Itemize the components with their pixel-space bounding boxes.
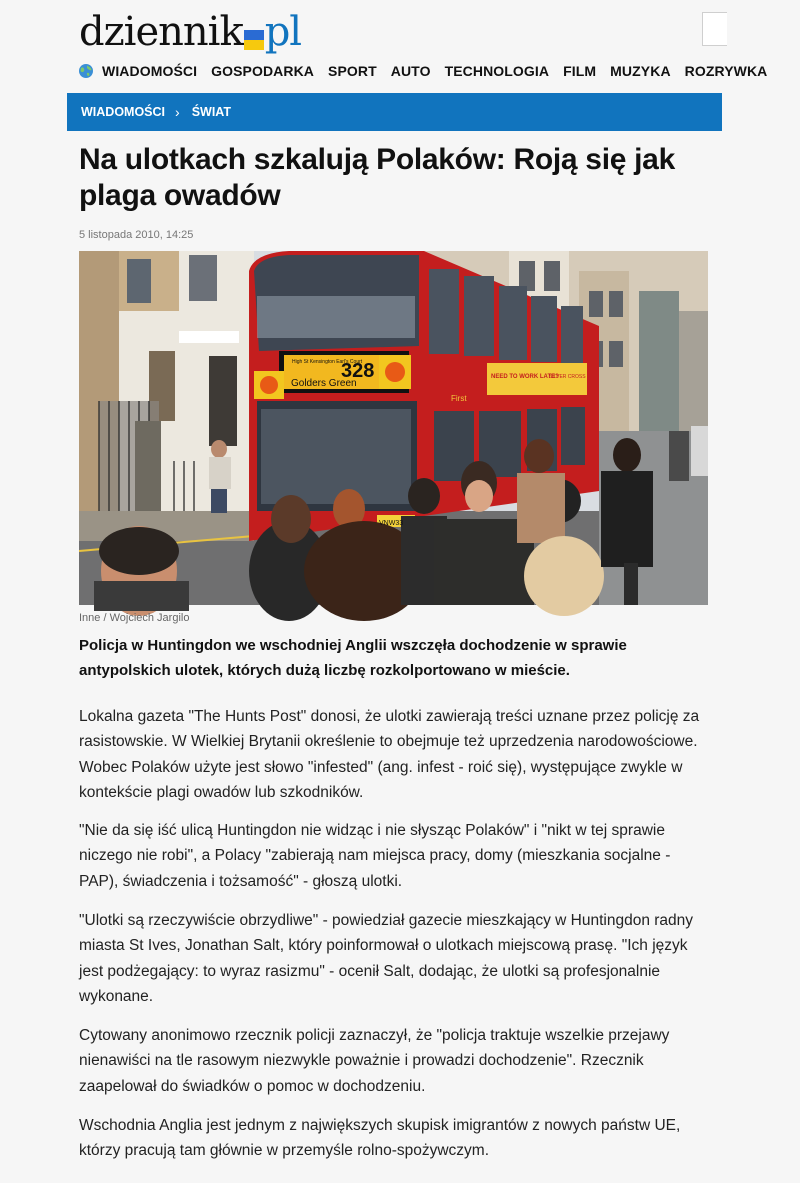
logo-name: dziennik — [79, 9, 243, 55]
site-logo[interactable] — [79, 2, 302, 55]
nav-item-technologia[interactable]: TECHNOLOGIA — [444, 63, 550, 79]
article-paragraph: "Nie da się iść ulicą Huntingdon nie widząc i nie słysząc Polaków" i "nikt w tej sprawie niczego nie robi", a Polacy "zabierają nam miejsca pracy, domy (mieszkania socjalne - PAP), świadczenia i tożsamość" - głoszą ulotki. — [79, 822, 671, 890]
chevron-right-icon: › — [175, 104, 180, 120]
nav-item-gospodarka[interactable]: GOSPODARKA — [211, 63, 315, 79]
nav-item-film[interactable]: FILM — [563, 63, 597, 79]
bus-side-ad-brand: SILVER CROSS — [549, 374, 586, 380]
article-date: 5 listopada 2010, 14:25 — [79, 229, 194, 241]
article-paragraph: Wschodnia Anglia jest jednym z największych skupisk imigrantów z nowych państw UE, którzy pracują tam głównie w przemyśle rolno-spożywczym. — [79, 1117, 681, 1160]
globe-icon — [78, 63, 94, 79]
article-photo[interactable] — [79, 251, 708, 605]
bus-brand: First — [451, 394, 467, 403]
article-lead: Policja w Huntingdon we wschodniej Anglii wszczęła dochodzenie w sprawie antypolskich ulotek, których dużą liczbę rozkolportowano w mieście. — [79, 637, 627, 679]
street-photo — [79, 251, 708, 605]
article-paragraph: "Ulotki są rzeczywiście obrzydliwe" - powiedział gazecie mieszkający w Huntingdon radny miasta St Ives, Jonathan Salt, który poinformował o ulotkach miejscową prasę. "Ich język jest podżegający: to wyraz rasizmu" - ocenił Salt, dodając, że ulotki są profesjonalnie wykonane. — [79, 912, 694, 1005]
photo-caption: Inne / Wojciech Jargilo — [79, 612, 190, 624]
logo-dot-icon — [244, 30, 264, 50]
breadcrumb-item-wiadomosci[interactable]: WIADOMOŚCI — [81, 105, 166, 119]
bus-via: High St Kensington Earl's Court — [292, 359, 363, 365]
article-paragraph: Lokalna gazeta "The Hunts Post" donosi, że ulotki zawierają treści uznane przez policję za rasistowskie. W Wielkiej Brytanii określenie to obejmuje też uprzedzenia narodowościowe. Wobec Polaków użyte jest słowo "infested" (ang. infest - roić się), występujące zwykle w kontekście plagi owadów lub szkodników. — [79, 708, 700, 801]
breadcrumb — [67, 93, 722, 131]
bus-side-ad: NEED TO WORK LATE? — [491, 374, 559, 380]
article-title: Na ulotkach szkalują Polaków: Roją się jak plaga owadów — [79, 143, 675, 212]
bus-destination: Golders Green — [291, 378, 357, 389]
article-paragraph: Cytowany anonimowo rzecznik policji zaznaczył, że "policja traktuje wszelkie przejawy nienawiści na tle rasowym niezwykle poważnie i prowadzi dochodzenie". Rzecznik zaapelował do świadków o pomoc w dochodzeniu. — [79, 1027, 670, 1095]
bus-plate: VNW33 — [379, 520, 404, 527]
nav-item-muzyka[interactable]: MUZYKA — [610, 63, 671, 79]
logo-tld: pl — [264, 9, 302, 55]
search-box[interactable] — [702, 12, 727, 46]
breadcrumb-item-swiat[interactable]: ŚWIAT — [191, 105, 232, 119]
nav-item-auto[interactable]: AUTO — [390, 63, 431, 79]
main-nav — [78, 60, 768, 82]
nav-item-rozrywka[interactable]: ROZRYWKA — [684, 63, 768, 79]
nav-item-wiadomosci[interactable]: WIADOMOŚCI — [102, 63, 198, 79]
bus-route-number: 328 — [341, 360, 375, 382]
nav-item-sport[interactable]: SPORT — [328, 63, 377, 79]
